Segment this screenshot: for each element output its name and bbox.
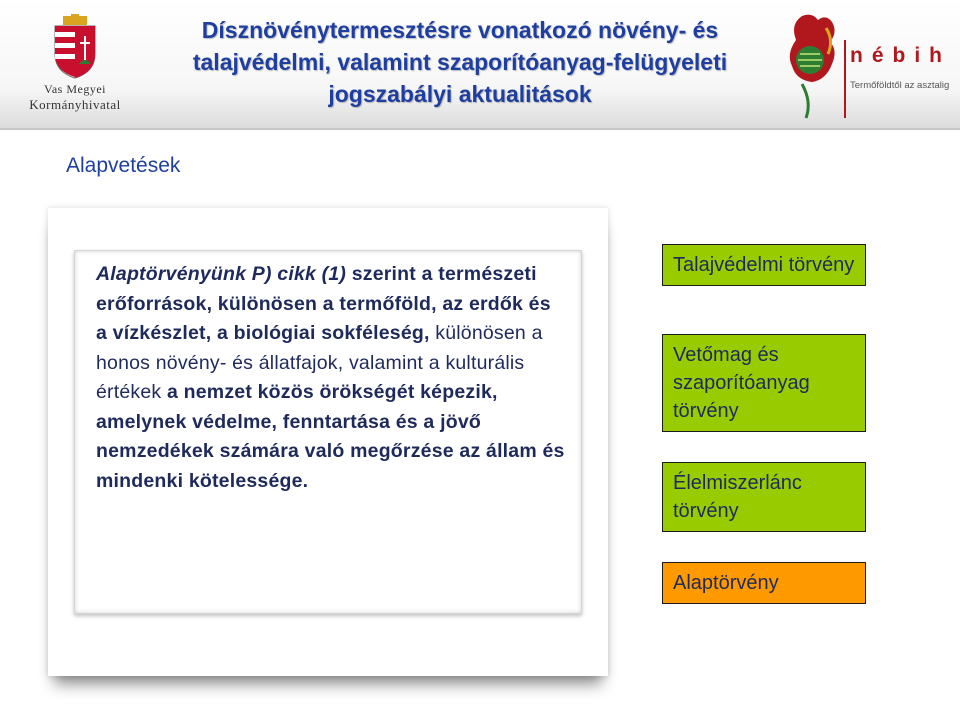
quote-regular-part: különösen a honos növény- és állatfajok, valamint a kulturális értékek <box>96 322 543 403</box>
logo-text-line1: Vas Megyei <box>44 82 106 96</box>
law-box-talajvedelmi: Talajvédelmi törvény <box>662 244 866 286</box>
nebih-tagline: Termőföldtől az asztalig <box>850 80 950 91</box>
title-line-2: talajvédelmi, valamint szaporítóanyag-felügyeleti <box>192 49 728 75</box>
logo-separator <box>844 40 846 118</box>
page-title <box>140 14 780 110</box>
quote-citation: Alaptörvényünk P) cikk (1) <box>96 263 347 285</box>
logo-text-line2: Kormányhivatal <box>29 97 121 112</box>
vas-megyei-kormanyhivatal-logo <box>10 14 140 120</box>
panel-quote-text <box>96 260 566 496</box>
rooster-wheat-icon <box>782 10 844 120</box>
law-box-vetomag: Vetőmag és szaporítóanyag törvény <box>662 334 866 432</box>
quote-bold-part-1: szerint a természeti erőforrások, különösen a termőföld, az erdők és a vízkészlet, a biológiai sokféleség, <box>96 263 551 344</box>
section-heading: Alapvetések <box>66 154 181 177</box>
quote-bold-part-2: a nemzet közös örökségét képezik, amelynek védelme, fenntartása és a jövő nemzedékek számára való megőrzése az állam és mindenki kötelessége. <box>96 381 565 492</box>
title-line-1: Dísznövénytermesztésre vonatkozó növény- és <box>201 17 719 43</box>
coat-of-arms-icon <box>49 14 101 80</box>
law-box-elelmiszerlanc: Élelmiszerlánc törvény <box>662 462 866 532</box>
nebih-logo <box>782 10 957 122</box>
title-line-3: jogszabályi aktualitások <box>328 81 592 107</box>
nebih-brand-text: nébih <box>850 44 951 67</box>
law-box-alaptorveny: Alaptörvény <box>662 562 866 604</box>
